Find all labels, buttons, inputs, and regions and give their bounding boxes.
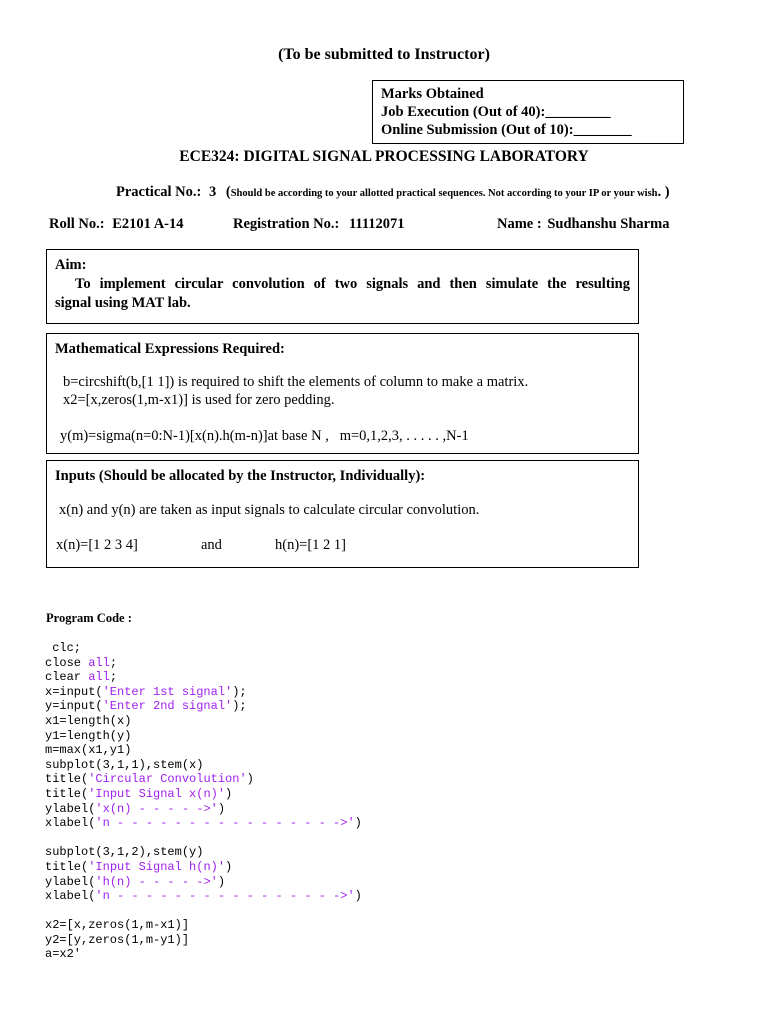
code-line — [45, 860, 362, 875]
practical-line — [116, 184, 670, 201]
code-text: ) — [354, 816, 362, 831]
code-text: x2=[x,zeros(1,m-x1)] — [45, 918, 190, 933]
code-line — [45, 831, 362, 846]
code-text: xlabel( — [45, 816, 96, 831]
lab-title: ECE324: DIGITAL SIGNAL PROCESSING LABORATORY — [179, 148, 589, 165]
code-text: a=x2' — [45, 947, 82, 962]
practical-label: Practical No.: — [116, 184, 202, 200]
code-text: ); — [232, 684, 247, 699]
program-code-block — [45, 641, 362, 962]
code-line — [45, 714, 362, 729]
code-text: subplot(3,1,1),stem(x) — [45, 757, 204, 772]
code-text: x1=length(x) — [45, 713, 132, 728]
code-text: x=input( — [45, 684, 103, 699]
inputs-heading: Inputs (Should be allocated by the Instructor, Individually): — [55, 468, 426, 484]
code-line — [45, 889, 362, 904]
code-text: ylabel( — [45, 874, 96, 889]
code-string: 'Enter 2nd signal' — [102, 699, 233, 714]
code-text: y2=[y,zeros(1,m-y1)] — [45, 932, 190, 947]
code-line — [45, 685, 362, 700]
inputs-box — [46, 460, 639, 568]
practical-note-close: . ) — [657, 184, 670, 200]
code-text: ) — [354, 889, 362, 904]
code-text: ; — [109, 670, 118, 685]
code-line — [45, 918, 362, 933]
name-value: Sudhanshu Sharma — [547, 216, 670, 232]
math-line-3: y(m)=sigma(n=0:N-1)[x(n).h(m-n)]at base N , m=0,1,2,3, . . . . . ,N-1 — [60, 428, 469, 444]
code-text: y1=length(y) — [45, 728, 132, 743]
job-execution-field: Job Execution (Out of 40):_________ — [381, 104, 611, 120]
code-text: close — [45, 655, 89, 670]
code-text: title( — [45, 859, 89, 874]
roll-label: Roll No.: — [49, 216, 105, 232]
math-box — [46, 333, 639, 454]
code-line — [45, 743, 362, 758]
code-text: ) — [217, 874, 226, 889]
marks-title: Marks Obtained — [381, 86, 484, 102]
code-text: m=max(x1,y1) — [45, 743, 132, 758]
code-line — [45, 787, 362, 802]
student-name-line — [497, 216, 669, 233]
code-line — [45, 904, 362, 919]
code-text: ) — [246, 772, 254, 787]
roll-value: E2101 A-14 — [112, 216, 184, 232]
code-string: 'x(n) - - - - ->' — [95, 801, 218, 816]
program-code-heading: Program Code : — [46, 611, 132, 625]
code-text: ) — [225, 786, 233, 801]
code-text: ; — [109, 655, 118, 670]
code-text: ylabel( — [45, 801, 96, 816]
code-line — [45, 845, 362, 860]
math-heading: Mathematical Expressions Required: — [55, 341, 285, 357]
code-line — [45, 772, 362, 787]
marks-box — [372, 80, 684, 144]
code-string: 'n - - - - - - - - - - - - - - - ->' — [95, 816, 355, 831]
code-text: title( — [45, 772, 89, 787]
code-text: title( — [45, 786, 89, 801]
code-string: 'Input Signal x(n)' — [88, 786, 226, 801]
name-label: Name : — [497, 216, 542, 232]
code-line — [45, 802, 362, 817]
aim-text-line-1: To implement circular convolution of two signals and then simulate the resulting — [75, 276, 630, 292]
code-text: subplot(3,1,2),stem(y) — [45, 845, 204, 860]
code-text: ) — [225, 859, 233, 874]
code-line — [45, 699, 362, 714]
code-string: 'Enter 1st signal' — [102, 684, 233, 699]
math-line-1: b=circshift(b,[1 1]) is required to shift the elements of column to make a matrix. — [63, 374, 529, 390]
code-text: ); — [232, 699, 247, 714]
online-submission-field: Online Submission (Out of 10):________ — [381, 122, 632, 138]
code-string: all — [88, 655, 110, 670]
registration-label: Registration No.: — [233, 216, 340, 232]
code-line — [45, 816, 362, 831]
code-text: ) — [217, 801, 226, 816]
code-string: all — [88, 670, 110, 685]
code-string: 'n - - - - - - - - - - - - - - - ->' — [95, 889, 355, 904]
math-line-2: x2=[x,zeros(1,m-x1)] is used for zero pedding. — [63, 392, 335, 408]
code-line — [45, 947, 362, 962]
code-text: y=input( — [45, 699, 103, 714]
code-text: xlabel( — [45, 889, 96, 904]
code-text: clear — [45, 670, 89, 685]
code-line — [45, 933, 362, 948]
aim-heading: Aim: — [55, 257, 87, 273]
submit-note: (To be submitted to Instructor) — [278, 46, 490, 63]
inputs-line-1: x(n) and y(n) are taken as input signals to calculate circular convolution. — [59, 502, 480, 518]
practical-note-open: ( — [225, 184, 231, 200]
practical-number: 3 — [208, 184, 217, 200]
code-line — [45, 875, 362, 890]
aim-box — [46, 249, 639, 324]
code-text: clc; — [45, 641, 82, 655]
code-string: 'Input Signal h(n)' — [88, 859, 226, 874]
code-string: 'h(n) - - - - ->' — [95, 874, 218, 889]
inputs-and: and — [201, 537, 222, 553]
code-line — [45, 758, 362, 773]
code-line — [45, 656, 362, 671]
code-line — [45, 670, 362, 685]
roll-line — [49, 216, 184, 233]
registration-value: 11112071 — [348, 216, 405, 232]
code-string: 'Circular Convolution' — [88, 772, 247, 787]
aim-text-line-2: signal using MAT lab. — [55, 295, 191, 311]
code-line — [45, 729, 362, 744]
registration-line — [233, 216, 405, 233]
input-x-definition: x(n)=[1 2 3 4] — [56, 537, 138, 553]
practical-note: Should be according to your allotted practical sequences. Not according to your IP or your wish — [230, 188, 658, 199]
input-h-definition: h(n)=[1 2 1] — [275, 537, 346, 553]
code-line — [45, 641, 362, 656]
